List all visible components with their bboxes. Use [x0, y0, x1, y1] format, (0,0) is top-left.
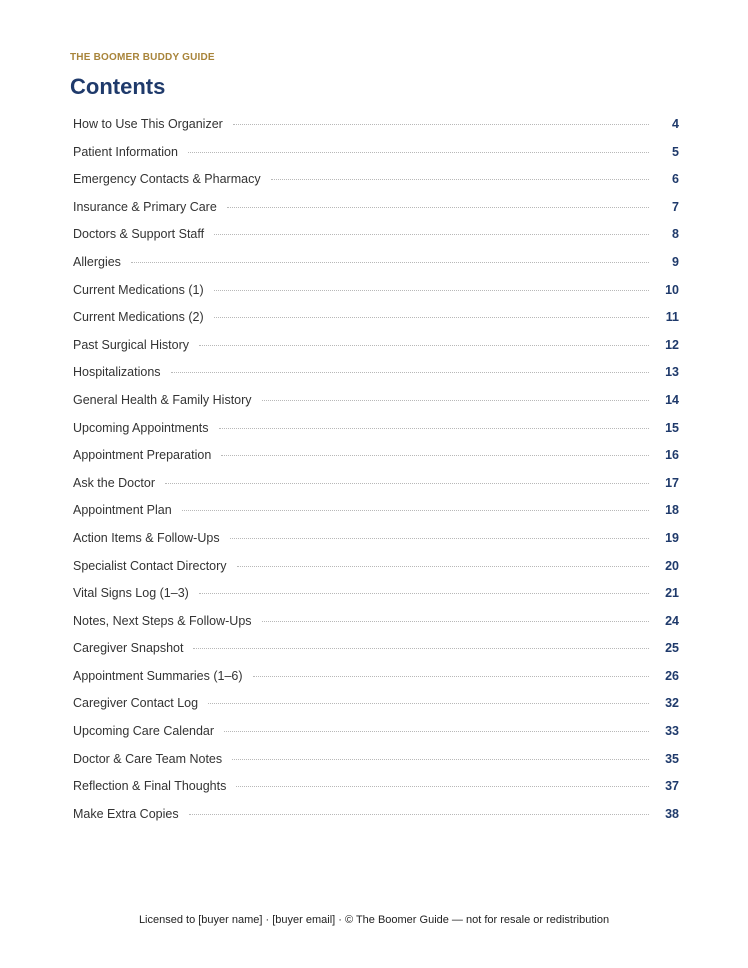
toc-entry-page-number: 32 [665, 696, 679, 711]
toc-entry-page-number: 19 [665, 530, 679, 545]
dot-leader [253, 676, 649, 677]
toc-entry[interactable] [73, 283, 679, 311]
toc-entry-label: Make Extra Copies [73, 806, 179, 821]
toc-entry[interactable] [73, 227, 679, 255]
toc-entry-page-number: 25 [665, 641, 679, 656]
dot-leader [236, 786, 649, 787]
toc-entry-label: Specialist Contact Directory [73, 558, 227, 573]
toc-entry-label: Doctor & Care Team Notes [73, 751, 223, 766]
toc-entry[interactable] [73, 421, 679, 449]
toc-entry[interactable] [73, 503, 679, 531]
toc-entry-page-number: 37 [665, 779, 679, 794]
toc-entry[interactable] [73, 200, 679, 228]
toc-entry-label: How to Use This Organizer [73, 117, 223, 131]
dot-leader [189, 814, 649, 815]
license-footer: Licensed to [buyer name] · [buyer email] · © The Boomer Guide — not for resale or redistribution [138, 914, 610, 926]
dot-leader [208, 703, 649, 704]
toc-entry-page-number: 5 [672, 144, 679, 159]
dot-leader [262, 400, 649, 401]
toc-entry-page-number: 16 [665, 448, 679, 463]
toc-entry-label: Appointment Plan [73, 503, 172, 518]
toc-entry[interactable] [73, 145, 679, 173]
dot-leader [262, 621, 649, 622]
toc-entry-label: Appointment Preparation [73, 448, 212, 463]
page-title: Contents [70, 74, 166, 99]
dot-leader [165, 483, 649, 484]
table-of-contents [73, 117, 679, 834]
toc-entry-page-number: 11 [665, 310, 679, 325]
toc-entry-label: Action Items & Follow-Ups [73, 530, 220, 545]
toc-entry-label: Ask the Doctor [73, 475, 155, 490]
toc-entry-label: Appointment Summaries (1–6) [73, 668, 243, 683]
dot-leader [214, 234, 649, 235]
toc-entry[interactable] [73, 310, 679, 338]
toc-entry-label: Upcoming Care Calendar [73, 724, 215, 739]
toc-entry-label: Patient Information [73, 144, 178, 159]
toc-entry[interactable] [73, 641, 679, 669]
toc-entry-label: General Health & Family History [73, 392, 252, 407]
toc-entry-page-number: 14 [665, 392, 679, 407]
toc-entry-label: Reflection & Final Thoughts [73, 779, 227, 794]
toc-entry[interactable] [73, 172, 679, 200]
toc-entry-page-number: 8 [672, 227, 679, 242]
toc-entry-page-number: 17 [665, 475, 679, 490]
dot-leader [224, 731, 649, 732]
dot-leader [214, 290, 649, 291]
toc-entry[interactable] [73, 586, 679, 614]
toc-entry-page-number: 7 [672, 199, 679, 214]
dot-leader [219, 428, 650, 429]
dot-leader [237, 566, 649, 567]
toc-entry-page-number: 15 [665, 420, 679, 435]
toc-entry-label: Upcoming Appointments [73, 420, 209, 435]
toc-entry-label: Past Surgical History [73, 337, 190, 352]
toc-entry[interactable] [73, 669, 679, 697]
toc-entry[interactable] [73, 724, 679, 752]
toc-entry-page-number: 18 [665, 503, 679, 518]
toc-entry-label: Caregiver Contact Log [73, 696, 199, 711]
guide-kicker: THE BOOMER BUDDY GUIDE [70, 52, 215, 63]
toc-entry[interactable] [73, 807, 679, 835]
toc-entry-page-number: 20 [665, 558, 679, 573]
toc-entry[interactable] [73, 448, 679, 476]
dot-leader [131, 262, 649, 263]
dot-leader [199, 593, 649, 594]
toc-entry-label: Notes, Next Steps & Follow-Ups [73, 613, 252, 628]
toc-entry[interactable] [73, 476, 679, 504]
toc-entry-label: Current Medications (2) [73, 310, 204, 325]
toc-entry-label: Hospitalizations [73, 365, 161, 380]
toc-entry-page-number: 38 [665, 806, 679, 821]
toc-entry-page-number: 13 [665, 365, 679, 380]
toc-entry[interactable] [73, 338, 679, 366]
dot-leader [214, 317, 649, 318]
toc-entry-page-number: 4 [672, 117, 679, 131]
toc-entry-page-number: 24 [665, 613, 679, 628]
dot-leader [232, 759, 649, 760]
toc-entry-label: Doctors & Support Staff [73, 227, 205, 242]
toc-entry-label: Current Medications (1) [73, 282, 204, 297]
toc-entry-label: Vital Signs Log (1–3) [73, 586, 189, 601]
dot-leader [188, 152, 649, 153]
toc-entry-page-number: 26 [665, 668, 679, 683]
toc-entry[interactable] [73, 752, 679, 780]
toc-entry[interactable] [73, 696, 679, 724]
toc-entry[interactable] [73, 365, 679, 393]
toc-entry-label: Insurance & Primary Care [73, 199, 217, 214]
toc-entry-label: Allergies [73, 254, 121, 269]
toc-entry-page-number: 35 [665, 751, 679, 766]
dot-leader [199, 345, 649, 346]
toc-entry[interactable] [73, 559, 679, 587]
toc-entry[interactable] [73, 255, 679, 283]
toc-entry-page-number: 6 [672, 172, 679, 187]
dot-leader [182, 510, 649, 511]
dot-leader [233, 124, 649, 125]
dot-leader [221, 455, 649, 456]
toc-entry-page-number: 33 [665, 724, 679, 739]
toc-entry[interactable] [73, 531, 679, 559]
toc-entry-page-number: 21 [665, 586, 679, 601]
toc-entry-page-number: 12 [665, 337, 679, 352]
dot-leader [171, 372, 649, 373]
dot-leader [271, 179, 649, 180]
toc-entry[interactable] [73, 393, 679, 421]
toc-entry-label: Emergency Contacts & Pharmacy [73, 172, 261, 187]
dot-leader [193, 648, 649, 649]
dot-leader [227, 207, 649, 208]
toc-entry-label: Caregiver Snapshot [73, 641, 184, 656]
dot-leader [230, 538, 649, 539]
toc-entry-page-number: 10 [665, 282, 679, 297]
toc-entry[interactable] [73, 117, 679, 145]
toc-entry[interactable] [73, 779, 679, 807]
toc-entry[interactable] [73, 614, 679, 642]
toc-entry-page-number: 9 [672, 254, 679, 269]
